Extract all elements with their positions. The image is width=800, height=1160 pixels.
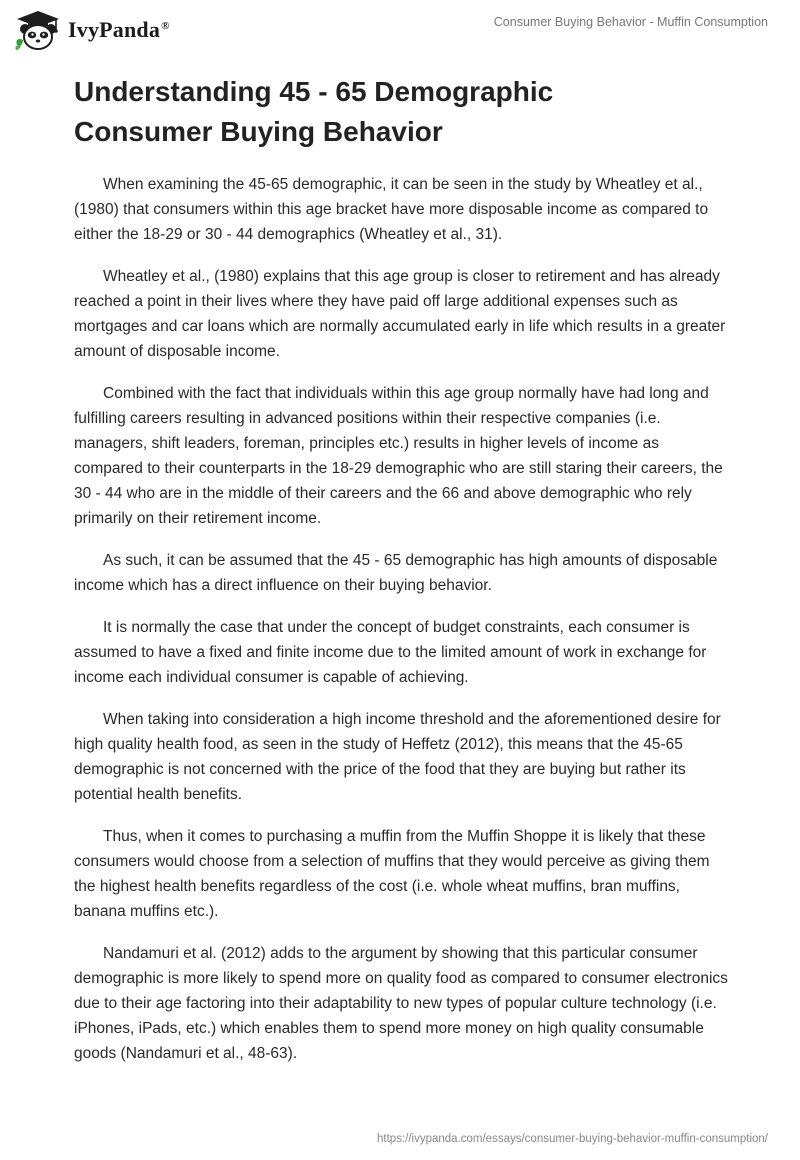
header [0, 0, 800, 60]
brand-name: IvyPanda® [68, 17, 170, 42]
page-title-line-1: Understanding 45 - 65 Demographic [74, 76, 554, 107]
paragraph: Nandamuri et al. (2012) adds to the argument by showing that this particular consumer demographic is more likely to spend more on quality food as compared to consumer electronics due to their age factoring into their adaptability to new types of popular culture technology (i.e. iPhones, iPads, etc.) which enables them to spend more money on high quality consumable goods (Nandamuri et al., 48-63). [74, 945, 728, 1062]
site-logo[interactable] [14, 8, 170, 54]
document-title: Consumer Buying Behavior - Muffin Consumption [493, 15, 768, 29]
panda-graduate-icon [14, 10, 62, 52]
page-title [74, 72, 714, 152]
paragraph: As such, it can be assumed that the 45 - 65 demographic has high amounts of disposable income which has a direct influence on their buying behavior. [74, 552, 718, 594]
article-body [74, 172, 729, 1083]
paragraph: Thus, when it comes to purchasing a muffin from the Muffin Shoppe it is likely that these consumers would choose from a selection of muffins that they would perceive as giving them the highest health benefits regardless of the cost (i.e. whole wheat muffins, bran muffins, banana muffins etc.). [74, 828, 710, 920]
paragraph: When taking into consideration a high income threshold and the aforementioned desire for high quality health food, as seen in the study of Heffetz (2012), this means that the 45-65 demographic is not concerned with the price of the food that they are buying but rather its potential health benefits. [74, 711, 721, 803]
paragraph: Wheatley et al., (1980) explains that this age group is closer to retirement and has already reached a point in their lives where they have paid off large additional expenses such as mortgages and car loans which are normally accumulated early in life which results in a greater amount of disposable income. [74, 268, 726, 360]
paragraph: Combined with the fact that individuals within this age group normally have had long and fulfilling careers resulting in advanced positions within their respective companies (i.e. managers, shift leaders, foreman, principles etc.) results in higher levels of income as compared to their counterparts in the 18-29 demographic who are still staring their careers, the 30 - 44 who are in the middle of their careers and the 66 and above demographic who rely primarily on their retirement income. [74, 385, 723, 527]
paragraph: When examining the 45-65 demographic, it can be seen in the study by Wheatley et al., (1980) that consumers within this age bracket have more disposable income as compared to either the 18-29 or 30 - 44 demographics (Wheatley et al., 31). [74, 176, 709, 243]
page-title-line-2: Consumer Buying Behavior [74, 116, 443, 147]
source-url[interactable]: https://ivypanda.com/essays/consumer-buying-behavior-muffin-consumption/ [377, 1133, 768, 1145]
paragraph: It is normally the case that under the concept of budget constraints, each consumer is assumed to have a fixed and finite income due to the limited amount of work in exchange for income each individual consumer is capable of achieving. [74, 619, 707, 686]
